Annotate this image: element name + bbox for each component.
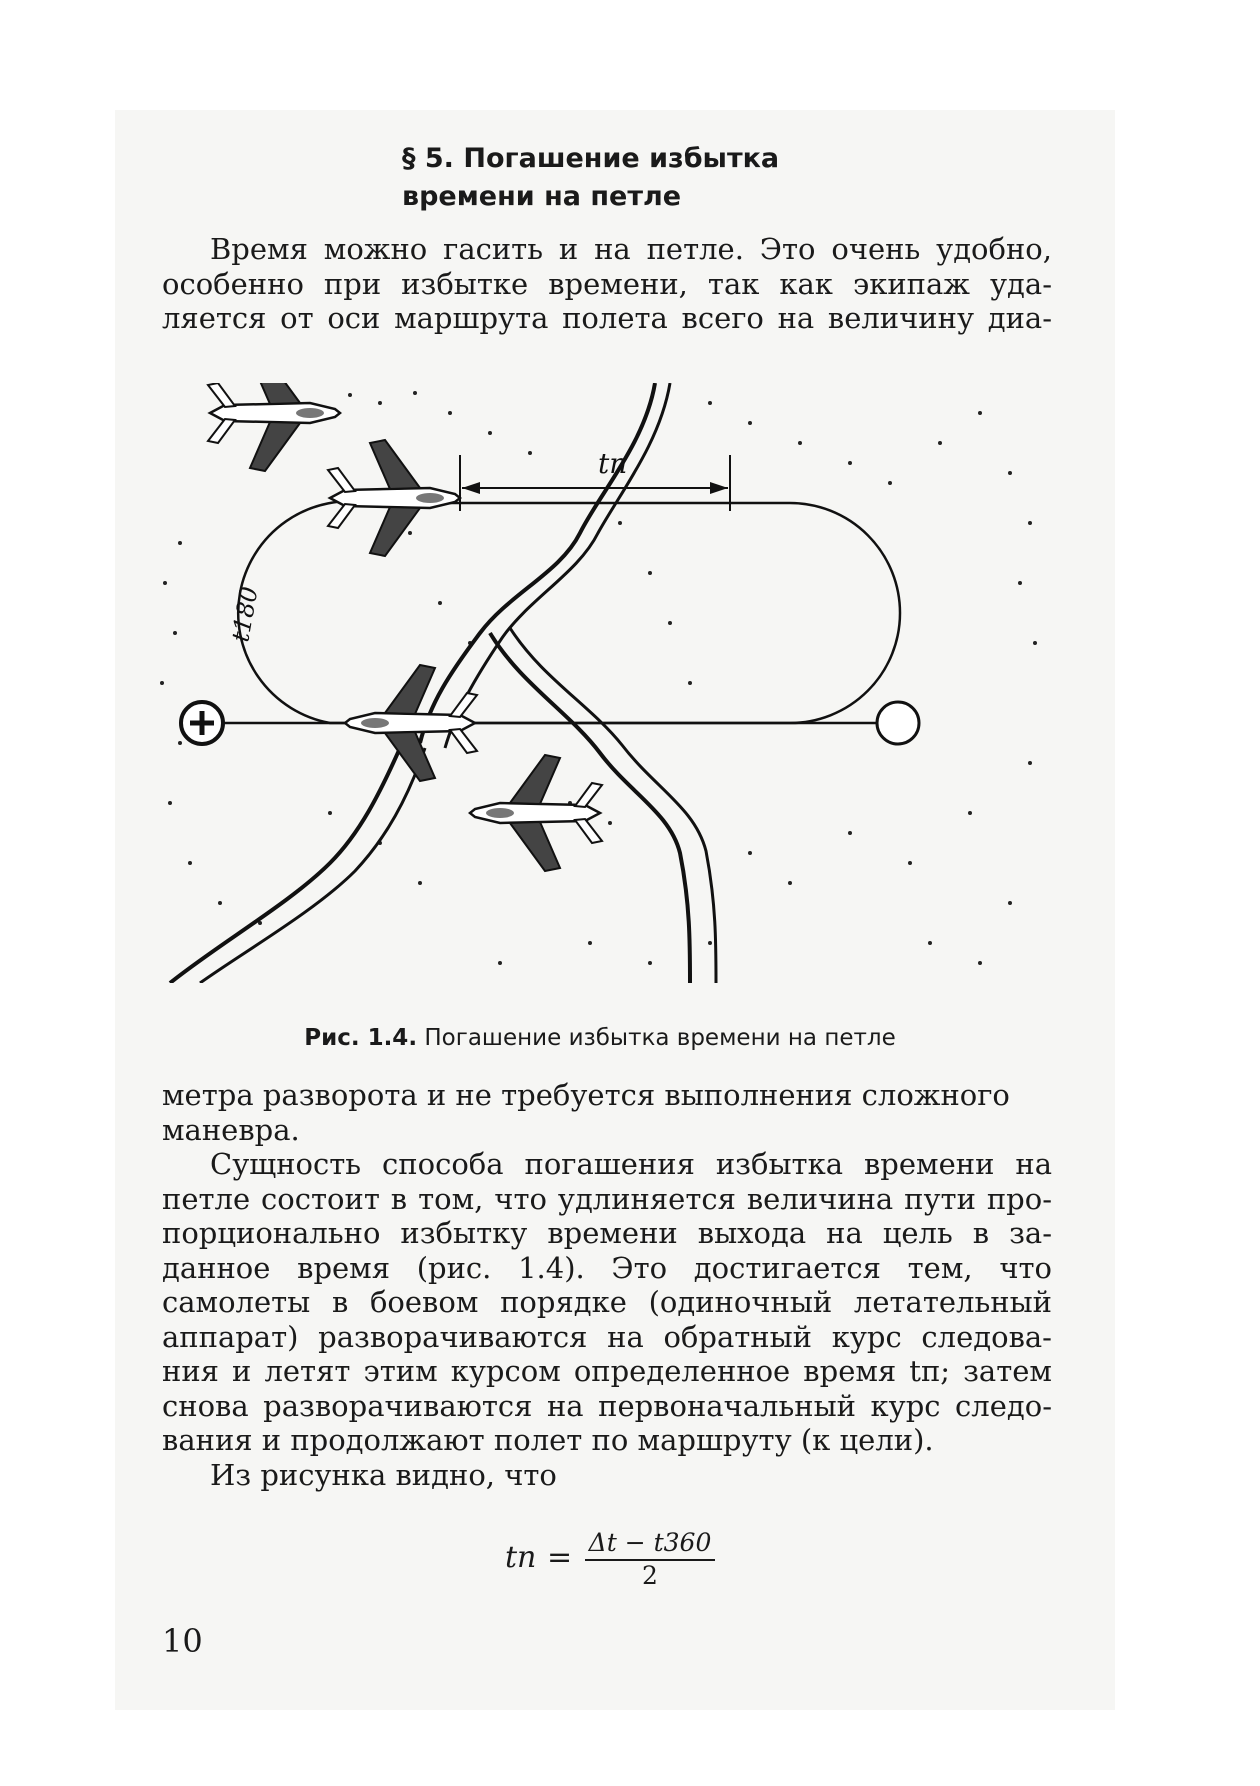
- paragraph-3: [162, 1147, 1052, 1458]
- formula-fraction: [585, 1528, 715, 1590]
- formula-numerator: Δt − t360: [585, 1528, 715, 1561]
- start-point-icon: [181, 702, 223, 744]
- aircraft-icon: [470, 755, 602, 871]
- text-line: вания и продолжают полет по маршруту (к цели).: [162, 1423, 934, 1457]
- text-line: данное время (рис. 1.4). Это достигается тем, что: [162, 1250, 1052, 1285]
- figure-caption: [150, 1025, 1050, 1051]
- formula-lhs: tп: [505, 1540, 537, 1575]
- t180-label: t180: [226, 584, 264, 645]
- text-line: самолеты в боевом порядке (одиночный летательный: [162, 1285, 1052, 1319]
- text-line: Из рисунка видно, что: [210, 1458, 557, 1492]
- text-line: снова разворачиваются на первоначальный курс следо-: [162, 1388, 1052, 1423]
- text-line: Сущность способа погашения избытка времени на: [210, 1147, 1052, 1181]
- paragraph-2: [162, 1078, 1052, 1147]
- aircraft-icon: [345, 665, 477, 781]
- formula-denominator: 2: [642, 1561, 658, 1590]
- text-line: ния и летят этим курсом определенное время tп; затем: [162, 1354, 1052, 1388]
- text-line: метра разворота и не требуется выполнения сложного: [162, 1078, 1010, 1112]
- target-point-icon: [877, 702, 919, 744]
- caption-text: Погашение избытка времени на петле: [424, 1025, 896, 1051]
- text-line: маневра.: [162, 1112, 300, 1147]
- paragraph-4: [162, 1458, 1052, 1493]
- aircraft-icon: [328, 440, 460, 556]
- caption-number: Рис. 1.4.: [304, 1025, 418, 1051]
- heading-line-2: времени на петле: [402, 181, 682, 212]
- loop-path: [238, 501, 900, 723]
- text-line: ляется от оси маршрута полета всего на величину диа-: [162, 301, 1052, 335]
- heading-line-1: § 5. Погашение избытка: [402, 143, 780, 174]
- text-line: Время можно гасить и на петле. Это очень удобно,: [210, 232, 1052, 266]
- river: [170, 383, 716, 983]
- formula-equals: =: [547, 1540, 573, 1575]
- tn-label: tп: [598, 447, 628, 480]
- loop-diagram: [150, 383, 1050, 983]
- text-line: аппарат) разворачиваются на обратный курс следова-: [162, 1319, 1052, 1354]
- text-line: порционально избытку времени выхода на цель в за-: [162, 1216, 1052, 1250]
- text-line: особенно при избытке времени, так как экипаж уда-: [162, 266, 1052, 301]
- text-line: петле состоит в том, что удлиняется величина пути про-: [162, 1181, 1052, 1216]
- paragraph-1: [162, 232, 1052, 336]
- formula: [505, 1528, 725, 1598]
- page-number: 10: [162, 1622, 203, 1660]
- figure-loop-diagram: [150, 383, 1050, 983]
- aircraft-icon: [208, 383, 340, 471]
- section-heading: [402, 140, 862, 216]
